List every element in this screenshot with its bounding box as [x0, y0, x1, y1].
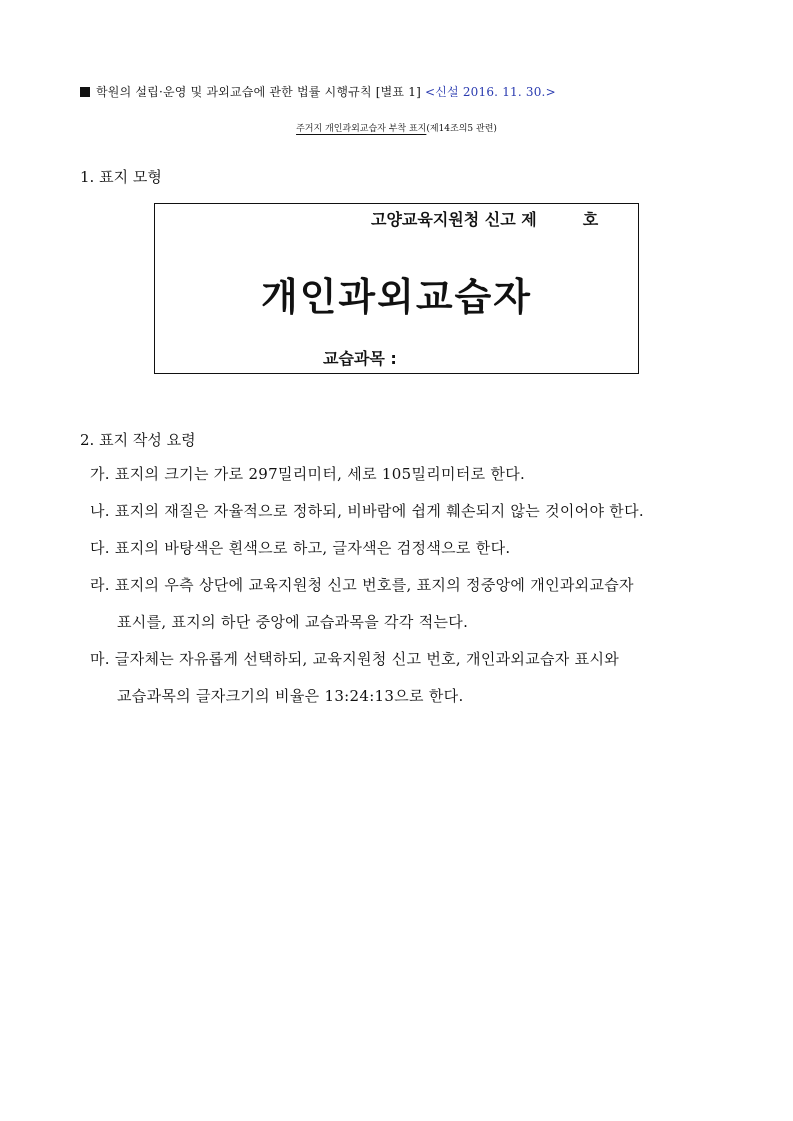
sign-main-text: 개인과외교습자	[261, 275, 532, 319]
instruction-item-da: 다. 표지의 바탕색은 흰색으로 하고, 글자색은 검정색으로 한다.	[90, 539, 511, 557]
instruction-item-na: 나. 표지의 재질은 자율적으로 정하되, 비바람에 쉽게 훼손되지 않는 것이어야 한다.	[90, 502, 644, 520]
sign-subject-label: 교습과목 :	[323, 349, 397, 368]
sign-registration-number	[371, 207, 598, 230]
instruction-item-ga: 가. 표지의 크기는 가로 297밀리미터, 세로 105밀리미터로 한다.	[90, 465, 526, 483]
sign-model-box	[154, 203, 639, 374]
document-title-related: (제14조의5 관련)	[426, 124, 497, 134]
sign-registration-suffix: 호	[582, 210, 599, 229]
regulation-header	[80, 83, 556, 100]
document-title	[0, 121, 793, 134]
instruction-item-ra-continued: 표시를, 표지의 하단 중앙에 교습과목을 각각 적는다.	[117, 613, 469, 631]
instruction-item-ra: 라. 표지의 우측 상단에 교육지원청 신고 번호를, 표지의 정중앙에 개인과외교습자	[90, 576, 634, 594]
black-square-icon	[80, 87, 90, 97]
instruction-item-ma: 마. 글자체는 자유롭게 선택하되, 교육지원청 신고 번호, 개인과외교습자 표시와	[90, 650, 620, 668]
section-1-heading: 1. 표지 모형	[80, 168, 162, 186]
document-title-main: 주거지 개인과외교습자 부착 표지	[296, 124, 427, 134]
regulation-header-text: 학원의 설립·운영 및 과외교습에 관한 법률 시행규칙 [별표 1]	[96, 85, 421, 99]
sign-registration-prefix: 고양교육지원청 신고 제	[371, 210, 537, 229]
amendment-date: <신설 2016. 11. 30.>	[424, 85, 556, 99]
instruction-item-ma-continued: 교습과목의 글자크기의 비율은 13:24:13으로 한다.	[117, 687, 464, 705]
section-2-heading: 2. 표지 작성 요령	[80, 431, 196, 449]
